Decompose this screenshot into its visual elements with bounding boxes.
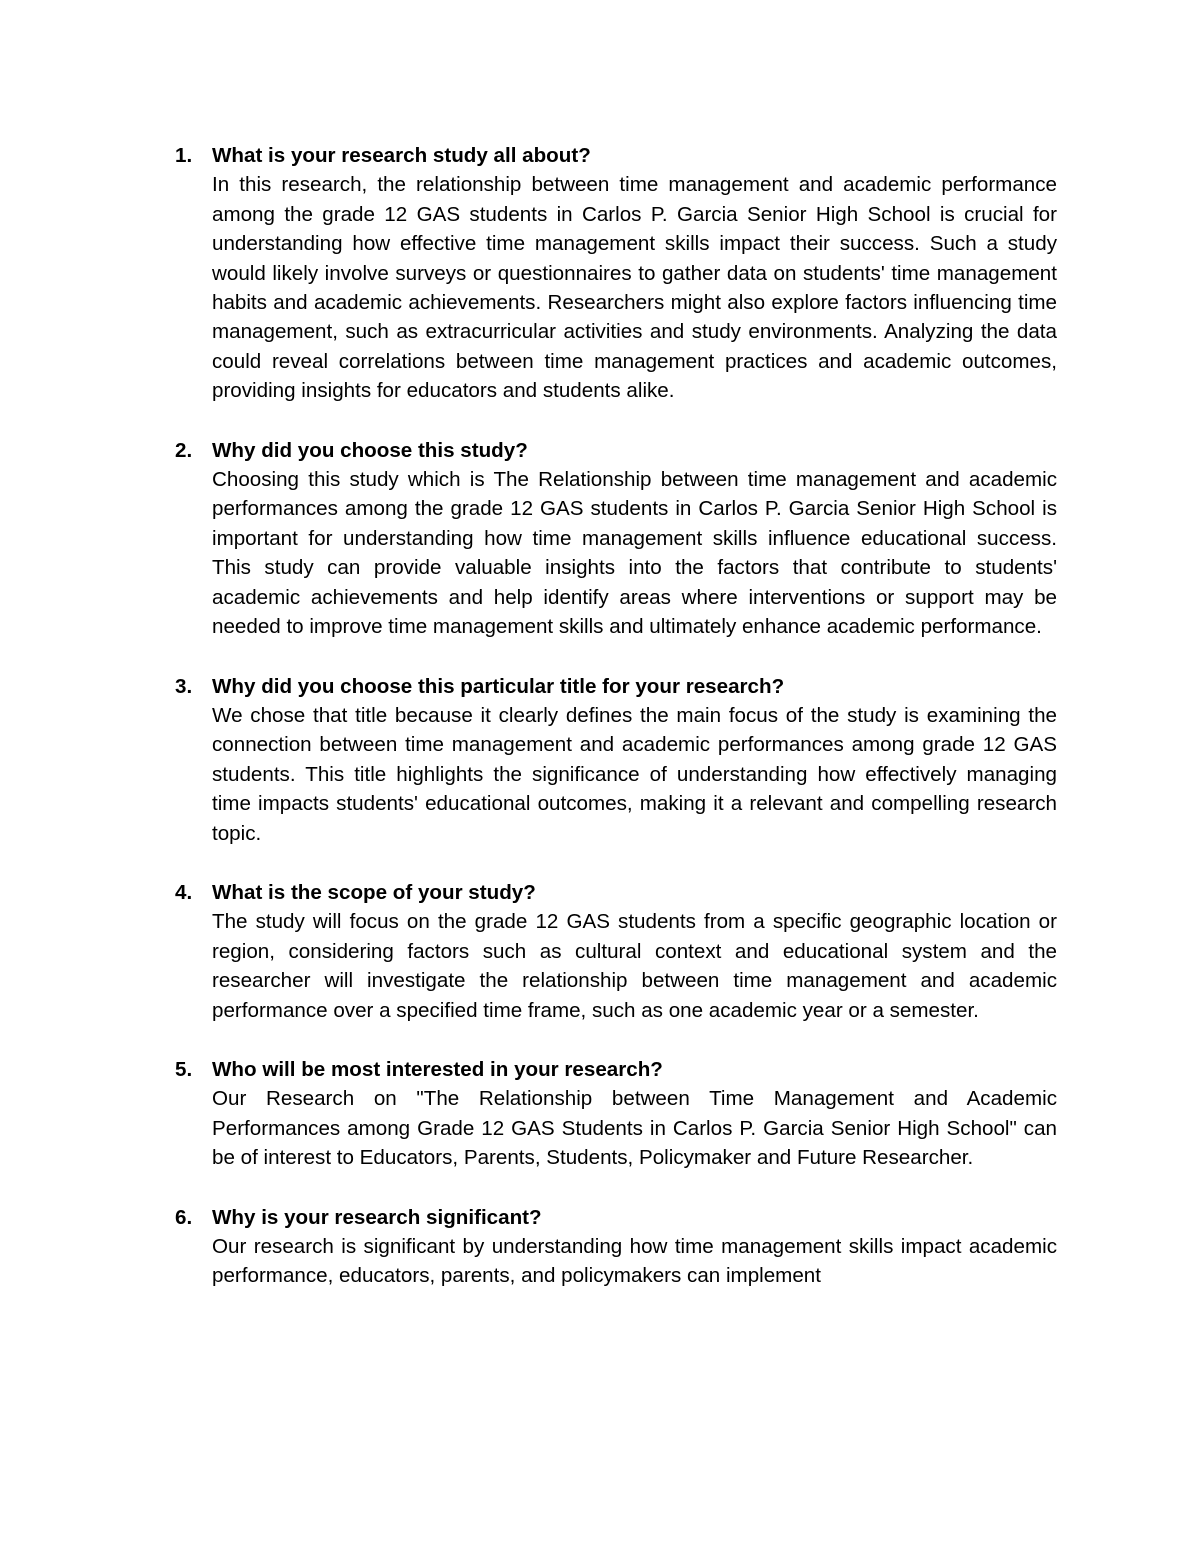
question-answer-list [175,141,1057,1321]
qa-item-5 [175,1055,1057,1173]
question-text: What is the scope of your study? [212,880,536,904]
question-text: Why did you choose this study? [212,438,528,462]
qa-item-4 [175,878,1057,1025]
qa-item-1 [175,141,1057,406]
answer-text: Choosing this study which is The Relationship between time management and academic performances among the grade 12 GAS students in Carlos P. Garcia Senior High School is important for understanding how time management skills influence educational success. This study can provide valuable insights into the factors that contribute to students' academic achievements and help identify areas where interventions or support may be needed to improve time management skills and ultimately enhance academic performance. [212,468,1057,639]
item-number: 1. [175,144,193,167]
qa-item-3 [175,672,1057,848]
qa-item-2 [175,436,1057,642]
answer-text: We chose that title because it clearly defines the main focus of the study is examining the connection between time management and academic performances among grade 12 GAS students. This title highlights the significance of understanding how effectively managing time impacts students' educational outcomes, making it a relevant and compelling research topic. [212,703,1057,845]
question-text: Who will be most interested in your research? [212,1057,663,1081]
question-text: Why is your research significant? [212,1205,542,1229]
item-number: 3. [175,674,193,698]
qa-item-6 [175,1203,1057,1291]
item-number: 2. [175,438,193,462]
item-number: 6. [175,1205,193,1229]
answer-text: The study will focus on the grade 12 GAS students from a specific geographic location or region, considering factors such as cultural context and educational system and the researcher will investigate the relationship between time management and academic performance over a specified time frame, such as one academic year or a semester. [212,910,1057,1022]
item-number: 4. [175,880,193,904]
answer-text: Our Research on "The Relationship between Time Management and Academic Performances among Grade 12 GAS Students in Carlos P. Garcia Senior High School" can be of interest to Educators, Parents, Students, Policymaker and Future Researcher. [212,1087,1057,1170]
answer-text: In this research, the relationship between time management and academic performance among the grade 12 GAS students in Carlos P. Garcia Senior High School is crucial for understanding how effective time management skills impact their success. Such a study would likely involve surveys or questionnaires to gather data on students' time management habits and academic achievements. Researchers might also explore factors influencing time management, such as extracurricular activities and study environments. Analyzing the data could reveal correlations between time management practices and academic outcomes, providing insights for educators and students alike. [212,173,1057,403]
question-text: Why did you choose this particular title for your research? [212,674,785,698]
answer-text: Our research is significant by understanding how time management skills impact academic performance, educators, parents, and policymakers can implement [212,1235,1057,1288]
question-text: What is your research study all about? [212,144,591,167]
item-number: 5. [175,1057,193,1081]
